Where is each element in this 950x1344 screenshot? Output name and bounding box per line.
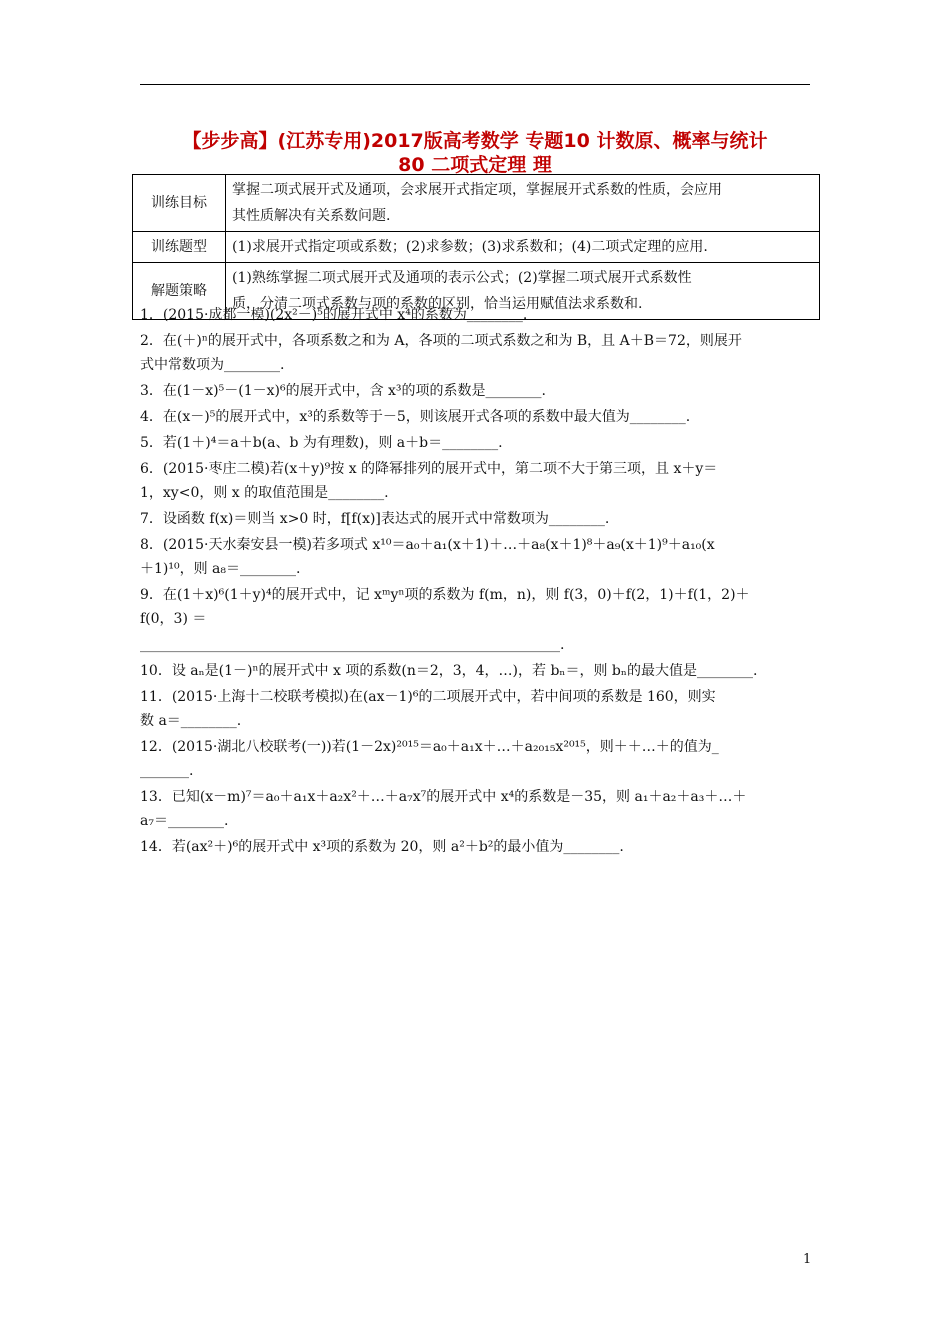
row-content-line: 掌握二项式展开式及通项，会求展开式指定项，掌握展开式系数的性质，会应用 [232,182,722,198]
question-line: 8．(2015·天水秦安县一模)若多项式 x¹⁰＝a₀＋a₁(x＋1)＋…＋a₈(x＋1)⁸＋a₉(x＋1)⁹＋a₁₀(x [140,537,715,553]
question-line: 13．已知(x－m)⁷＝a₀＋a₁x＋a₂x²＋…＋a₇x⁷的展开式中 x⁴的系数是－35，则 a₁＋a₂＋a₃＋…＋ [140,789,747,805]
question-line: 数 a＝________. [140,713,242,729]
question-line: 12．(2015·湖北八校联考(一))若(1－2x)²⁰¹⁵＝a₀＋a₁x＋…＋a₂₀₁₅x²⁰¹⁵，则＋＋…＋的值为_ [140,739,719,755]
row-content-line: 质，分清二项式系数与项的系数的区别，恰当运用赋值法求系数和. [232,296,643,312]
question-line: f(0，3) ＝ [140,611,207,627]
question-line: 10．设 aₙ是(1－)ⁿ的展开式中 x 项的系数(n＝2，3，4，…)，若 bₙ＝，则 bₙ的最大值是________. [140,663,758,679]
question-line: 9．在(1＋x)⁶(1＋y)⁴的展开式中，记 xᵐyⁿ项的系数为 f(m，n)，则 f(3，0)＋f(2，1)＋f(1，2)＋ [140,587,750,603]
question-line: 11．(2015·上海十二校联考模拟)在(ax－1)⁶的二项展开式中，若中间项的系数是 160，则实 [140,689,716,705]
row-content [226,232,820,263]
question-line: 3．在(1－x)⁵－(1－x)⁶的展开式中，含 x³的项的系数是________. [140,383,546,399]
question-line: 7．设函数 f(x)＝则当 x>0 时，f[f(x)]表达式的展开式中常数项为________. [140,511,610,527]
row-content-line: 其性质解决有关系数问题. [232,208,391,224]
question-line: 5．若(1＋)⁴＝a＋b(a、b 为有理数)，则 a＋b＝________. [140,435,503,451]
row-label: 解题策略 [133,263,226,320]
page-number: 1 [803,1252,812,1267]
question-line: 4．在(x－)⁵的展开式中，x³的系数等于－5，则该展开式各项的系数中最大值为________. [140,409,691,425]
document-title-line-2: 80 二项式定理 理 [398,154,552,176]
training-info-table [132,174,820,320]
document-title-line-1: 【步步高】(江苏专用)2017版高考数学 专题10 计数原、概率与统计 [182,130,768,152]
question-line: 14．若(ax²＋)⁶的展开式中 x³项的系数为 20，则 a²＋b²的最小值为________. [140,839,624,855]
question-line: 6．(2015·枣庄二模)若(x＋y)⁹按 x 的降幂排列的展开式中，第二项不大于第三项，且 x＋y＝ [140,461,718,477]
question-line: 2．在(＋)ⁿ的展开式中，各项系数之和为 A，各项的二项式系数之和为 B，且 A＋B＝72，则展开 [140,333,742,349]
row-content-line: (1)熟练掌握二项式展开式及通项的表示公式；(2)掌握二项式展开式系数性 [232,270,692,286]
row-content [226,175,820,232]
row-content-line: (1)求展开式指定项或系数；(2)求参数；(3)求系数和；(4)二项式定理的应用. [232,239,708,255]
row-label: 训练目标 [133,175,226,232]
table-row [133,175,820,232]
question-line: 1，xy<0，则 x 的取值范围是________. [140,485,389,501]
question-line: 式中常数项为________. [140,357,285,373]
table-row [133,232,820,263]
question-line: 1．(2015·成都一模)(2x²－)⁵的展开式中 x⁴的系数为________. [140,307,528,323]
question-line: ＋1)¹⁰，则 a₈＝________. [140,561,301,577]
row-label: 训练题型 [133,232,226,263]
header-rule [140,84,810,85]
question-line: _______. [140,763,194,779]
question-line: ____________________________________________________________. [140,637,565,653]
question-line: a₇＝________. [140,813,229,829]
